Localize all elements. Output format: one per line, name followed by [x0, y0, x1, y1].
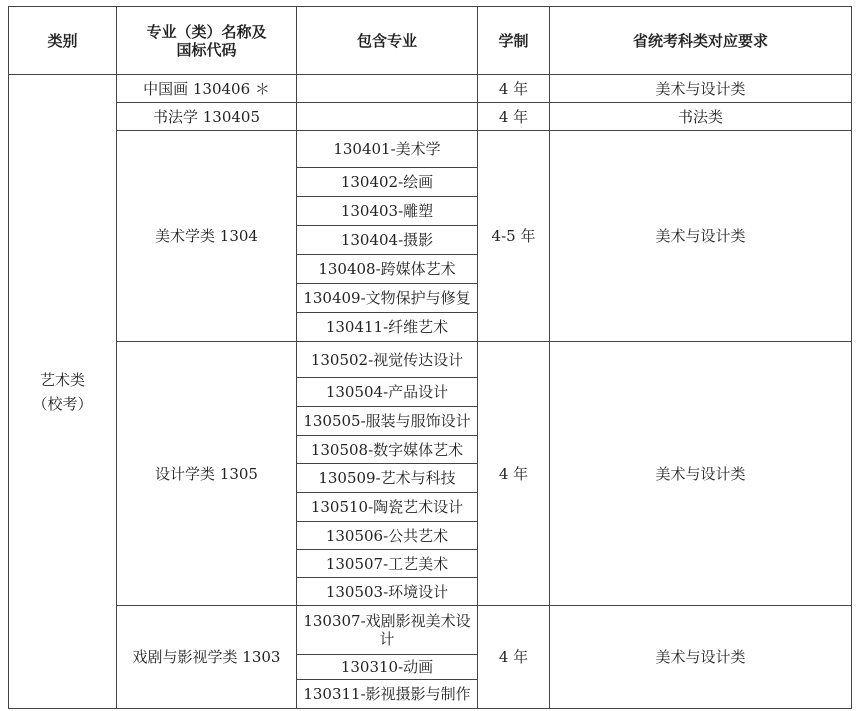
sub-major-cell: 130503-环境设计: [297, 578, 478, 606]
duration-cell: 4 年: [478, 75, 550, 103]
sub-major-cell: 130401-美术学: [297, 131, 478, 168]
sub-major-cell: 130411-纤维艺术: [297, 313, 478, 342]
sub-major-cell: 130508-数字媒体艺术: [297, 436, 478, 464]
header-duration: 学制: [478, 7, 550, 75]
table-row: [9, 75, 852, 103]
group-name-cell: 戏剧与影视学类 1303: [117, 606, 297, 709]
sub-major-cell: 130502-视觉传达设计: [297, 342, 478, 378]
category-cell: [9, 75, 117, 709]
sub-major-cell: 130507-工艺美术: [297, 550, 478, 578]
requirement-cell: 美术与设计类: [550, 131, 852, 342]
major-name-cell: 中国画 130406 ＊: [117, 75, 297, 103]
header-row: [9, 7, 852, 75]
sub-major-cell: 130307-戏剧影视美术设计: [297, 606, 478, 655]
sub-major-cell: 130311-影视摄影与制作: [297, 680, 478, 709]
header-includes: 包含专业: [297, 7, 478, 75]
table-row: [9, 103, 852, 131]
duration-cell: 4-5 年: [478, 131, 550, 342]
major-name-cell: 书法学 130405: [117, 103, 297, 131]
header-category: 类别: [9, 7, 117, 75]
sub-major-cell: 130409-文物保护与修复: [297, 284, 478, 313]
duration-cell: 4 年: [478, 103, 550, 131]
majors-table: [8, 6, 852, 709]
sub-major-cell: 130408-跨媒体艺术: [297, 255, 478, 284]
sub-major-cell: 130510-陶瓷艺术设计: [297, 493, 478, 522]
sub-major-cell: 130509-艺术与科技: [297, 464, 478, 493]
header-requirement: 省统考科类对应要求: [550, 7, 852, 75]
category-line1: 艺术类: [39, 370, 85, 389]
sub-major-cell: 130506-公共艺术: [297, 522, 478, 550]
table-row: [9, 131, 852, 168]
duration-cell: 4 年: [478, 342, 550, 606]
requirement-cell: 美术与设计类: [550, 342, 852, 606]
sub-major-cell: 130505-服装与服饰设计: [297, 407, 478, 436]
group-name-cell: 美术学类 1304: [117, 131, 297, 342]
header-name-line2: 国标代码: [176, 40, 237, 59]
requirement-cell: 书法类: [550, 103, 852, 131]
duration-cell: 4 年: [478, 606, 550, 709]
sub-major-cell: 130404-摄影: [297, 226, 478, 255]
sub-major-cell: 130403-雕塑: [297, 197, 478, 226]
requirement-cell: 美术与设计类: [550, 75, 852, 103]
included-majors-cell: [297, 103, 478, 131]
group-name-cell: 设计学类 1305: [117, 342, 297, 606]
header-name-line1: 专业（类）名称及: [146, 22, 267, 41]
sub-major-cell: 130310-动画: [297, 655, 478, 680]
sub-major-cell: 130504-产品设计: [297, 378, 478, 407]
sub-major-cell: 130402-绘画: [297, 168, 478, 197]
table-row: [9, 342, 852, 378]
requirement-cell: 美术与设计类: [550, 606, 852, 709]
table-row: [9, 606, 852, 655]
included-majors-cell: [297, 75, 478, 103]
category-line2: （校考）: [32, 394, 93, 413]
header-name: [117, 7, 297, 75]
